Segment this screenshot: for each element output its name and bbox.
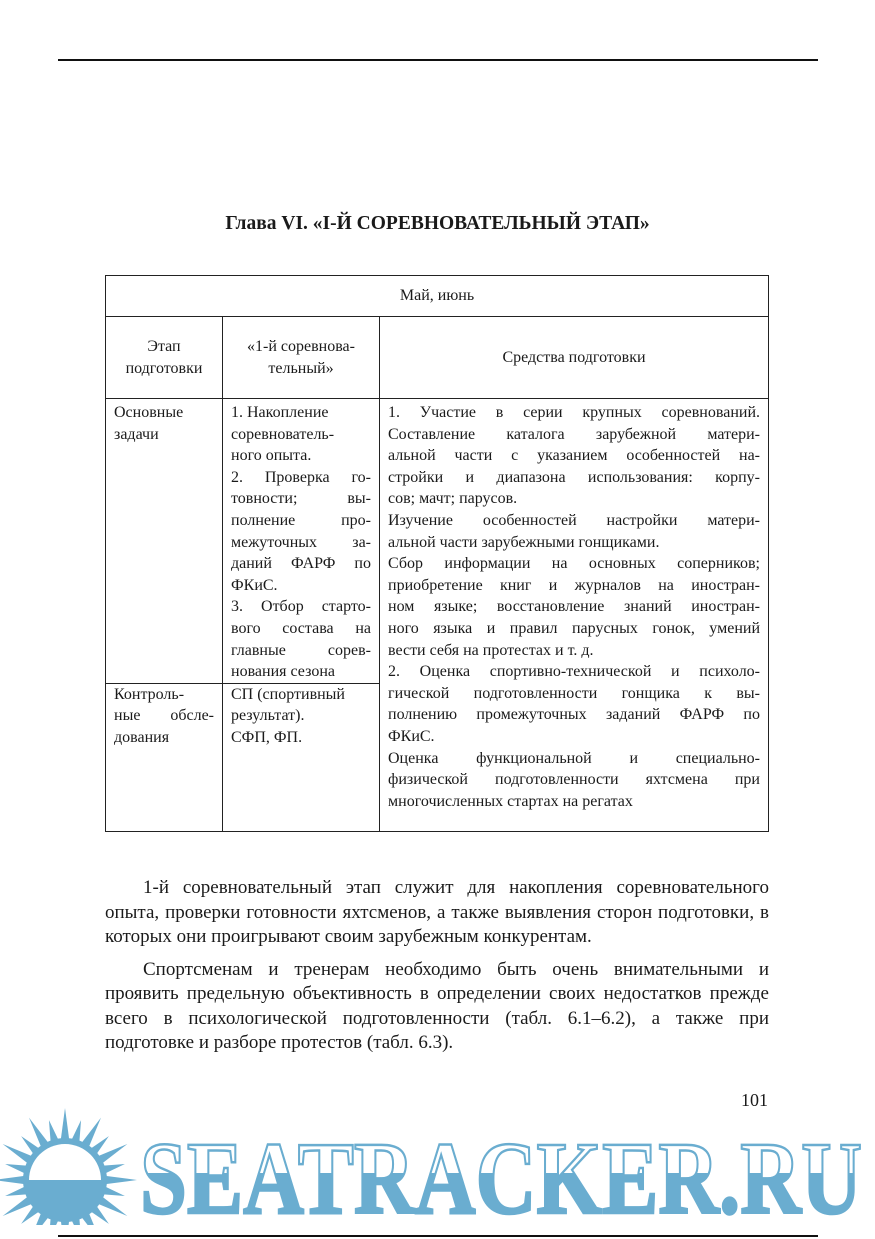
sun-ray-icon: [103, 1175, 137, 1184]
cell-line: Сбор информации на основных соперников;: [388, 555, 760, 573]
cell-line: межуточных за-: [231, 533, 371, 551]
seatracker-watermark: [0, 1105, 875, 1225]
period-cell: Май, июнь: [106, 276, 769, 317]
cell-line: 3. Отбор старто-: [231, 598, 371, 616]
row-label-tasks: [106, 399, 223, 684]
cell-line: стройки и диапазона использования: корпу-: [388, 468, 760, 486]
header-means: [380, 317, 769, 399]
header-line: Средства подготовки: [502, 348, 646, 366]
cell-line: Контроль-: [114, 685, 185, 703]
cell-line: ного опыта.: [231, 447, 312, 465]
cell-line: соревнователь-: [231, 425, 335, 443]
chapter-title: Глава VI. «I-Й СОРЕВНОВАТЕЛЬНЫЙ ЭТАП»: [225, 213, 650, 234]
cell-line: Составление каталога зарубежной матери-: [388, 425, 760, 443]
cell-line: вого состава на: [231, 619, 371, 637]
cell-line: ные обсле-: [114, 707, 214, 725]
page-number: 101: [741, 1090, 768, 1110]
cell-line: даний ФАРФ по: [231, 555, 371, 573]
cell-line: СП (спортивный: [231, 685, 345, 703]
cell-line: полнению промежуточных заданий ФАРФ по: [388, 706, 760, 724]
sun-ray-icon: [60, 1108, 69, 1142]
cell-line: альной части зарубежными гонщиками.: [388, 533, 660, 551]
paragraph: Спортсменам и тренерам необходимо быть очень внимательными и проявить предельную объективность в определении своих недостатков прежде всего в психологической подготовленности (табл. 6.1–6.2), а также при подготовке и разборе протестов (табл. 6.3).: [105, 958, 769, 1053]
body-text: [105, 876, 769, 1064]
cell-line: гической подготовленности гонщика к вы-: [388, 684, 760, 702]
cell-line: задачи: [114, 425, 159, 443]
header-line: «1-й соревнова-: [247, 337, 355, 355]
cell-line: полнение про-: [231, 511, 371, 529]
top-rule: [58, 59, 818, 61]
paragraph: 1-й соревновательный этап служит для накопления соревновательного опыта, проверки готовности яхтсменов, а также выявления сторон подготовки, в которых они проигрывают своим зарубежным конкурентам.: [105, 877, 769, 947]
bottom-rule: [58, 1235, 818, 1237]
cell-line: ФКиС.: [388, 727, 435, 745]
cell-line: физической подготовленности яхтсмена при: [388, 771, 760, 789]
cell-line: вести себя на протестах и т. д.: [388, 641, 594, 659]
cell-line: альной части с указанием особенностей на-: [388, 447, 760, 465]
means-cell: [380, 399, 769, 832]
header-stage: [106, 317, 223, 399]
cell-line: Основные: [114, 404, 184, 421]
cell-line: ном языке; восстановление знаний иностран-: [388, 598, 760, 616]
header-line: тельный»: [268, 359, 334, 377]
cell-line: 2. Оценка спортивно-технической и психоло-: [388, 663, 760, 681]
stage-table: [105, 275, 769, 832]
cell-line: товности; вы-: [231, 490, 371, 508]
header-line: Этап: [147, 337, 181, 355]
cell-line: ного языка и правил парусных гонок, умений: [388, 619, 760, 637]
cell-line: 2. Проверка го-: [231, 468, 371, 486]
watermark-text: SEATRACKER.RU: [140, 1121, 862, 1225]
cell-line: результат).: [231, 707, 305, 725]
cell-line: дования: [114, 728, 170, 746]
cell-line: сов; мачт; парусов.: [388, 490, 518, 508]
cell-line: СФП, ФП.: [231, 728, 303, 746]
cell-line: приобретение книг и журналов на иностран-: [388, 576, 760, 594]
cell-line: 1. Участие в серии крупных соревнований.: [388, 404, 760, 421]
cell-line: ФКиС.: [231, 576, 278, 594]
cell-line: Изучение особенностей настройки матери-: [388, 511, 760, 529]
cell-line: главные сорев-: [231, 641, 371, 659]
header-competitive: [223, 317, 380, 399]
row-label-control: [106, 683, 223, 831]
row-tasks: [223, 399, 380, 684]
header-line: подготовки: [125, 359, 203, 377]
cell-line: Оценка функциональной и специально-: [388, 749, 760, 767]
cell-line: нования сезона: [231, 663, 335, 681]
cell-line: 1. Накопление: [231, 404, 329, 421]
row-control: [223, 683, 380, 831]
cell-line: многочисленных стартах на регатах: [388, 792, 633, 810]
sun-logo-icon: [0, 1108, 137, 1225]
